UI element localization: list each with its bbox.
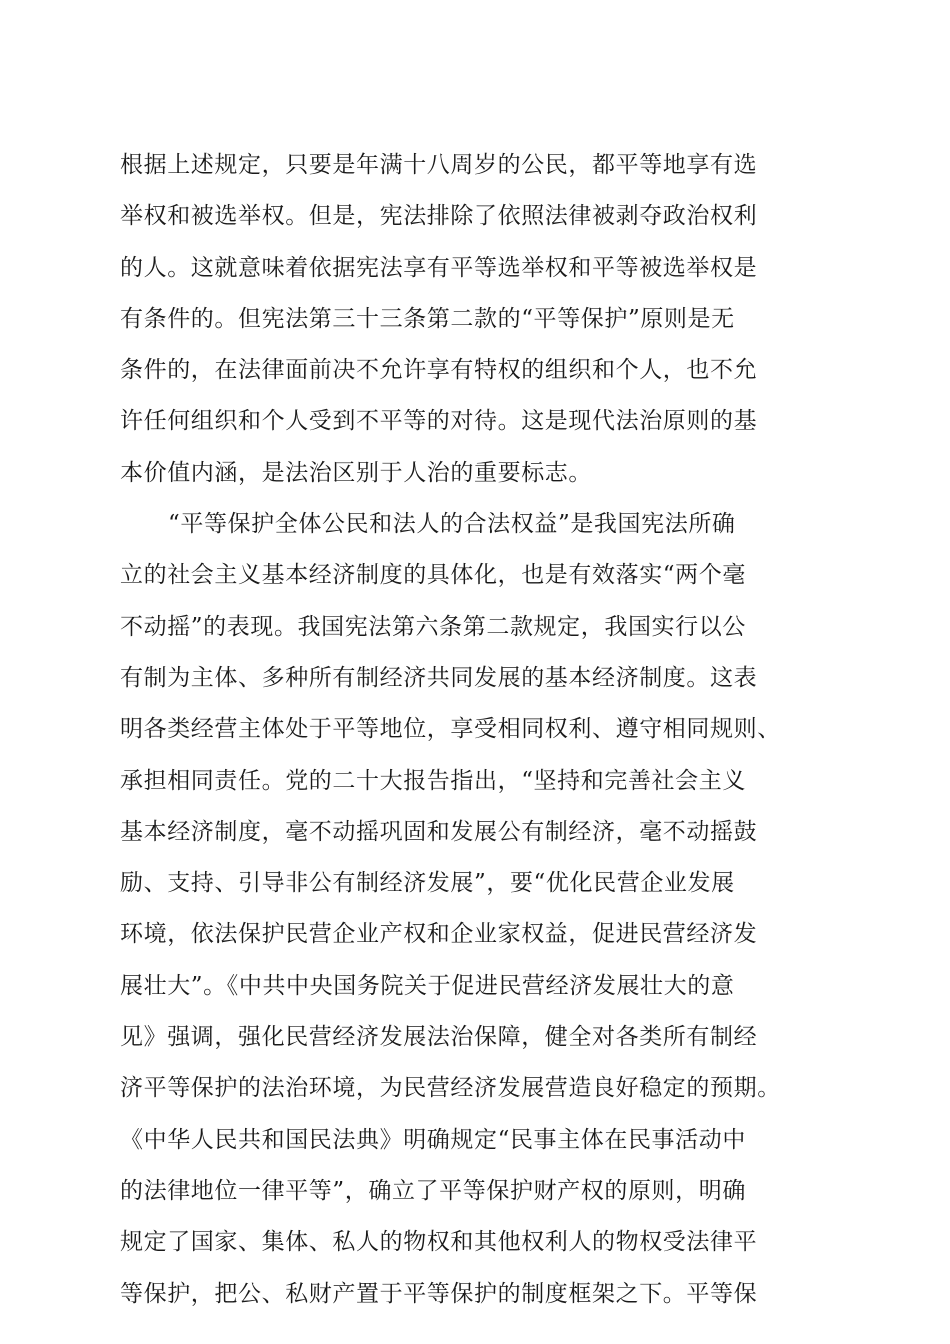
text-line: 许任何组织和个人受到不平等的对待。这是现代法治原则的基 [120,408,758,435]
text-line: 环境，依法保护民营企业产权和企业家权益，促进民营经济发 [120,921,758,948]
text-line: 有条件的。但宪法第三十三条第二款的“平等保护”原则是无 [120,305,735,332]
text-line: 展壮大”。《中共中央国务院关于促进民营经济发展壮大的意 [120,972,735,999]
text-line: 的法律地位一律平等”，确立了平等保护财产权的原则，明确 [120,1177,746,1204]
text-line: 不动摇”的表现。我国宪法第六条第二款规定，我国实行以公 [120,613,746,640]
text-line: 的人。这就意味着依据宪法享有平等选举权和平等被选举权是 [120,254,758,281]
text-line: 等保护，把公、私财产置于平等保护的制度框架之下。平等保 [120,1280,758,1307]
text-line: 立的社会主义基本经济制度的具体化，也是有效落实“两个毫 [120,562,746,589]
text-line: 基本经济制度，毫不动摇巩固和发展公有制经济，毫不动摇鼓 [120,818,758,845]
text-line: 见》强调，强化民营经济发展法治保障，健全对各类所有制经 [120,1024,758,1051]
text-line: 济平等保护的法治环境，为民营经济发展营造良好稳定的预期。 [120,1075,781,1102]
text-line: 承担相同责任。党的二十大报告指出，“坚持和完善社会主义 [120,767,746,794]
text-line: 明各类经营主体处于平等地位，享受相同权利、遵守相同规则、 [120,716,781,743]
text-line: 规定了国家、集体、私人的物权和其他权利人的物权受法律平 [120,1229,758,1256]
text-line: 根据上述规定，只要是年满十八周岁的公民，都平等地享有选 [120,152,758,178]
text-line: 本价值内涵，是法治区别于人治的重要标志。 [120,459,592,486]
paragraph-1 [120,140,840,499]
text-line: 有制为主体、多种所有制经济共同发展的基本经济制度。这表 [120,664,758,691]
text-line: 《中华人民共和国民法典》明确规定“民事主体在民事活动中 [120,1126,746,1153]
paragraph-2 [120,499,840,1320]
text-line: 举权和被选举权。但是，宪法排除了依照法律被剥夺政治权利 [120,203,758,230]
text-line: 励、支持、引导非公有制经济发展”，要“优化民营企业发展 [120,870,735,897]
text-line: 条件的，在法律面前决不允许享有特权的组织和个人，也不允 [120,357,758,384]
body-text [120,140,840,1320]
text-line: “平等保护全体公民和法人的合法权益”是我国宪法所确 [168,511,736,538]
